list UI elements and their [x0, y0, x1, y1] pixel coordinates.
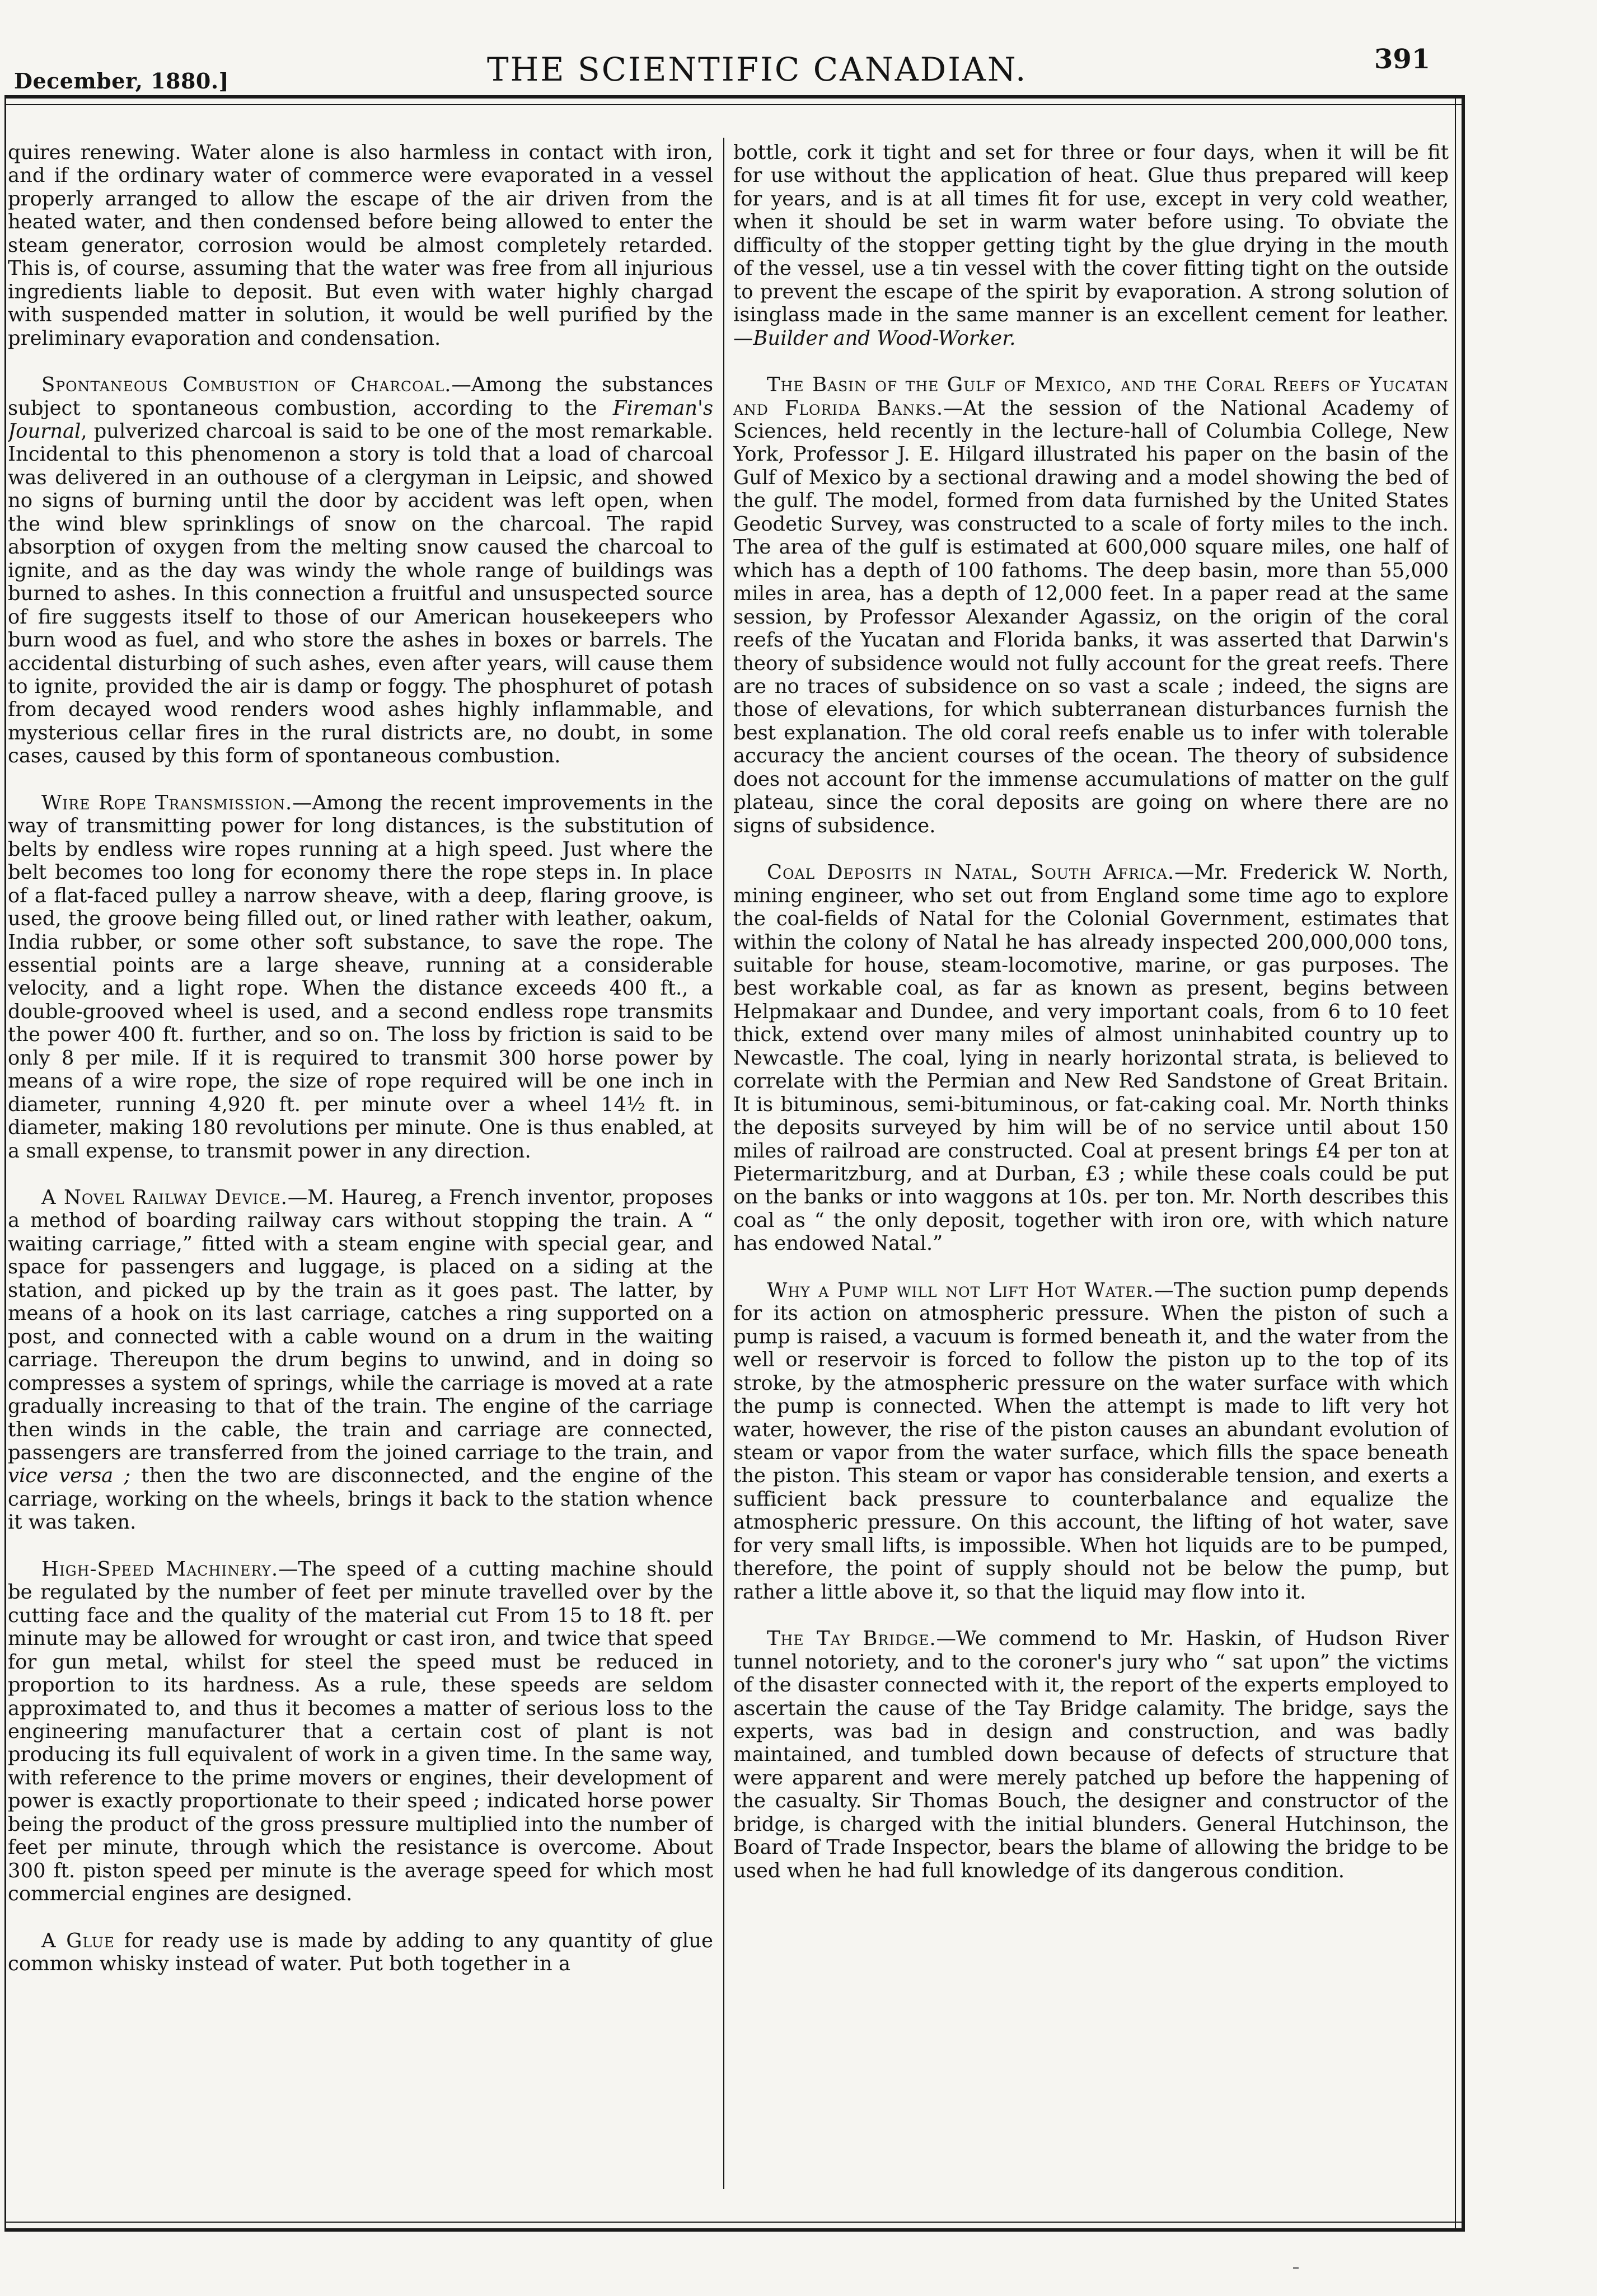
border-inner-right-rule	[1455, 99, 1456, 2228]
article-heading: A Glue	[41, 1929, 115, 1952]
article-body: —Among the substances subject to spontaneous combustion, according to the	[8, 373, 713, 420]
article-body: —Among the recent improvements in the way of transmitting power for long distances, is the substitution of belts by endless wire ropes running at a high speed. Just where the belt becomes too long for economy there the rope steps in. In place of a flat-faced pulley a narrow sheave, with a deep, flaring groove, is used, the groove being filled out, or lined rather with leather, oakum, India rubber, or some other soft substance, to save the rope. The essential points are a large sheave, running at a considerable velocity, and a light rope. When the distance exceeds 400 ft., a double-grooved wheel is used, and a second endless rope transmits the power 400 ft. further, and so on. The loss by friction is said to be only 8 per mile. If it is required to transmit 300 horse power by means of a wire rope, the size of rope required will be one inch in diameter, running 4,920 ft. per minute over a wheel 14½ ft. in diameter, making 180 revolutions per minute. One is thus enabled, at a small expense, to transmit power in any direction.	[8, 791, 713, 1163]
article-charcoal	[8, 373, 713, 768]
border-inner-bottom-rule	[6, 2222, 1462, 2223]
article-high-speed-machinery	[8, 1558, 713, 1906]
article-heading: High-Speed Machinery.	[41, 1557, 279, 1581]
article-wire-rope	[8, 791, 713, 1163]
source-citation: Fireman's Journal	[8, 396, 713, 443]
article-body: —M. Haureg, a French inventor, proposes a method of boarding railway cars without stopping the train. A “ waiting carriage,” fitted with a steam engine with special gear, and space for passengers and luggage, is placed on a siding at the station, and picked up by the train as it goes past. The latter, by means of a hook on its last carriage, catches a ring supported on a post, and connected with a cable wound on a drum in the waiting carriage. Thereupon the drum begins to unwind, and in doing so compresses a system of springs, while the carriage is moved at a rate gradually increasing to that of the train. The engine of the carriage then winds in the cable, the train and carriage are connected, passengers are transferred from the joined carriage to the train, and	[8, 1186, 713, 1465]
article-body: , pulverized charcoal is said to be one of the most remarkable. Incidental to this phenomenon a story is told that a load of charcoal was delivered in an outhouse of a clergyman in Leipsic, and showed no signs of burning until the door by accident was left open, when the wind blew sprinklings of snow on the charcoal. The rapid absorption of oxygen from the melting snow caused the charcoal to ignite, and as the day was windy the whole range of buildings was burned to ashes. In this connection a fruitful and unsuspected source of fire suggests itself to those of our American housekeepers who burn wood as fuel, and who store the ashes in boxes or barrels. The accidental disturbing of such ashes, even after years, will cause them to ignite, provided the air is damp or foggy. The phosphuret of potash from decayed wood renders wood ashes highly inflammable, and mysterious cellar fires in the rural districts are, no doubt, in some cases, caused by this form of spontaneous combustion.	[8, 419, 713, 768]
border-inner-top-rule	[6, 104, 1462, 105]
latin-phrase: vice versa ;	[8, 1464, 131, 1488]
publication-title: THE SCIENTIFIC CANADIAN.	[487, 50, 1028, 88]
continued-paragraph: quires renewing. Water alone is also harmless in contact with iron, and if the ordinary water of commerce were evaporated in a vessel properly arranged to allow the escape of the air driven from the heated water, and then condensed before being allowed to enter the steam generator, corrosion would be almost completely retarded. This is, of course, assuming that the water was free from all injurious ingredients liable to deposit. But even with water highly chargad with suspended matter in solution, it would be well purified by the preliminary evaporation and condensation.	[8, 141, 713, 350]
article-body: —The suction pump depends for its action on atmospheric pressure. When the piston of such a pump is raised, a vacuum is formed beneath it, and the water from the well or reservoir is forced to follow the piston up to the top of its stroke, by the atmospheric pressure on the water surface with which the pump is connected. When the attempt is made to lift very hot water, however, the rise of the piston causes an abundant evolution of steam or vapor from the water surface, which fills the space beneath the piston. This steam or vapor has considerable tension, and exerts a sufficient back pressure to counterbalance and equalize the atmospheric pressure. On this account, the lifting of hot water, save for very small lifts, is impossible. When hot liquids are to be pumped, therefore, the point of supply should not be below the pump, but rather a little above it, so that the liquid may flow into it.	[733, 1278, 1449, 1604]
article-glue	[8, 1929, 713, 1976]
article-body: then the two are disconnected, and the engine of the carriage, working on the wheels, brings it back to the station whence it was taken.	[8, 1464, 713, 1534]
article-heading: Wire Rope Transmission.	[41, 791, 293, 814]
source-citation: —Builder and Wood-Worker.	[733, 326, 1016, 350]
column-divider	[723, 138, 724, 2189]
article-pump-hot-water	[733, 1279, 1449, 1604]
article-heading: Coal Deposits in Natal, South Africa.	[767, 861, 1175, 884]
page-number: 391	[1374, 44, 1431, 75]
glue-continued-paragraph	[733, 141, 1449, 350]
article-railway-device	[8, 1186, 713, 1534]
article-heading: A Novel Railway Device.	[41, 1186, 288, 1210]
left-column	[8, 141, 713, 2195]
article-heading: The Basin of the Gulf of Mexico, and the Coral Reefs of Yucatan and Florida Banks.	[733, 373, 1449, 420]
article-body: —Mr. Frederick W. North, mining engineer, who set out from England some time ago to explore the coal-fields of Natal for the Colonial Government, estimates that within the colony of Natal he has already inspected 200,000,000 tons, suitable for house, steam-locomotive, marine, or gas purposes. The best workable coal, as far as known as present, begins between Helpmakaar and Dundee, and very important coals, from 6 to 10 feet thick, extend over many miles of almost uninhabited country up to Newcastle. The coal, lying in nearly horizontal strata, is believed to correlate with the Permian and New Red Sandstone of Great Britain. It is bituminous, semi-bituminous, or fat-caking coal. Mr. North thinks the deposits surveyed by him will be of no service until about 150 miles of railroad are constructed. Coal at present brings £4 per ton at Pietermaritzburg, and at Durban, £3 ; while these coals could be put on the banks or into waggons at 10s. per ton. Mr. North describes this coal as “ the only deposit, together with iron ore, with which nature has endowed Natal.”	[733, 861, 1449, 1255]
article-gulf-of-mexico	[733, 373, 1449, 837]
article-heading: The Tay Bridge.	[767, 1627, 936, 1651]
article-body: bottle, cork it tight and set for three or four days, when it will be fit for use without the application of heat. Glue thus prepared will keep for years, and is at all times fit for use, except in very cold weather, when it should be set in warm water before using. To obviate the difficulty of the stopper getting tight by the glue drying in the mouth of the vessel, use a tin vessel with the cover fitting tight on the outside to prevent the escape of the spirit by evaporation. A strong solution of isinglass made in the same manner is an excellent cement for leather.	[733, 141, 1449, 327]
article-heading: Why a Pump will not Lift Hot Water.	[767, 1278, 1154, 1302]
article-body: for ready use is made by adding to any quantity of glue common whisky instead of water. Put both together in a	[8, 1929, 713, 1976]
print-speck	[1293, 2267, 1299, 2269]
article-tay-bridge	[733, 1627, 1449, 1882]
article-body: —The speed of a cutting machine should be regulated by the number of feet per minute travelled over by the cutting face and the quality of the material cut From 15 to 18 ft. per minute may be allowed for wrought or cast iron, and twice that speed for gun metal, whilst for steel the speed must be reduced in proportion to its hardness. As a rule, these speeds are seldom approximated to, and thus it becomes a matter of serious loss to the engineering manufacturer that a certain cost of plant is not producing its full equivalent of work in a given time. In the same way, with reference to the prime movers or engines, their development of power is exactly proportionate to their speed ; indicated horse power being the product of the gross pressure multiplied into the number of feet per minute, through which the resistance is overcome. About 300 ft. piston speed per minute is the average speed for which most commercial engines are designed.	[8, 1557, 713, 1906]
article-coal-natal	[733, 861, 1449, 1255]
article-body: —At the session of the National Academy of Sciences, held recently in the lecture-hall of Columbia College, New York, Professor J. E. Hilgard illustrated his paper on the basin of the Gulf of Mexico by a sectional drawing and a model showing the bed of the gulf. The model, formed from data furnished by the United States Geodetic Survey, was constructed to a scale of forty miles to the inch. The area of the gulf is estimated at 600,000 square miles, one half of which has a depth of 100 fathoms. The deep basin, more than 55,000 miles in area, has a depth of 12,000 feet. In a paper read at the same session, by Professor Alexander Agassiz, on the origin of the coral reefs of the Yucatan and Florida banks, it was asserted that Darwin's theory of subsidence would not fully account for the great reefs. There are no traces of subsidence on so vast a scale ; indeed, the signs are those of elevations, for which subterranean disturbances furnish the best explanation. The old coral reefs enable us to infer with tolerable accuracy the ancient courses of the ocean. The theory of subsidence does not account for the immense accumulations of matter on the gulf plateau, since the coral deposits are going on where there are no signs of subsidence.	[733, 396, 1449, 837]
article-heading: Spontaneous Combustion of Charcoal.	[41, 373, 452, 397]
article-body: —We commend to Mr. Haskin, of Hudson River tunnel notoriety, and to the coroner's jury who “ sat upon” the victims of the disaster connected with it, the report of the experts employed to ascertain the cause of the Tay Bridge calamity. The bridge, says the experts, was bad in design and construction, and was badly maintained, and tumbled down because of defects of structure that were apparent and were merely patched up before the happening of the casualty. Sir Thomas Bouch, the designer and constructor of the bridge, is charged with the initial blunders. General Hutchinson, the Board of Trade Inspector, bears the blame of allowing the bridge to be used when he had full knowledge of its dangerous condition.	[733, 1627, 1449, 1882]
issue-date: December, 1880.]	[14, 68, 230, 93]
right-column	[733, 141, 1449, 2195]
